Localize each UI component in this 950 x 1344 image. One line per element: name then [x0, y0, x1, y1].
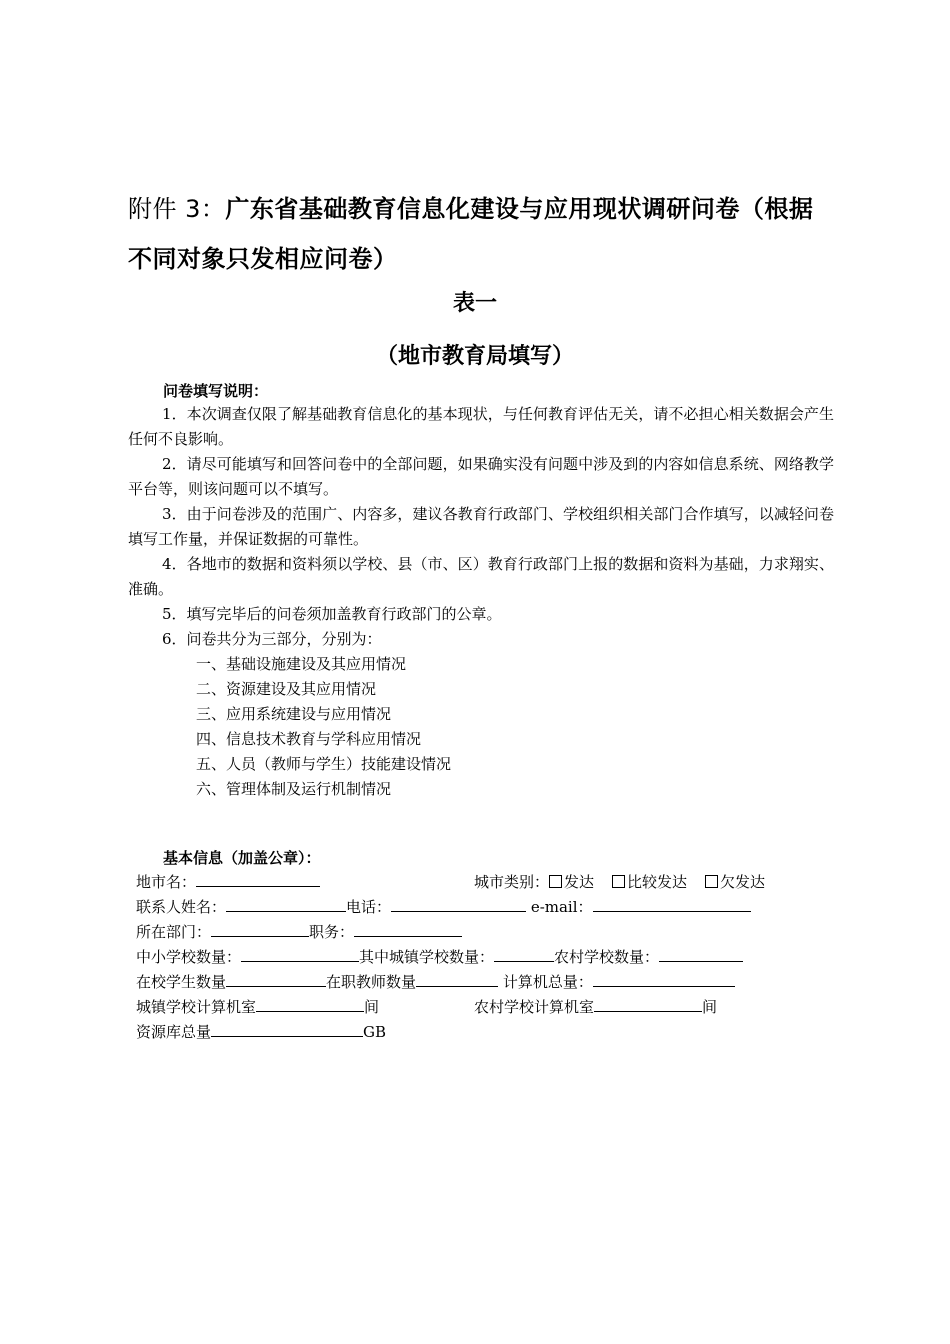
table-subtitle: （地市教育局填写） — [375, 344, 574, 369]
instruction-item: 6．问卷共分为三部分，分别为： — [162, 630, 382, 648]
department-label: 所在部门： — [136, 923, 212, 941]
city-name-field[interactable] — [196, 870, 320, 887]
basic-info-heading: 基本信息（加盖公章）： — [163, 849, 321, 867]
form-row-department — [136, 920, 836, 945]
email-field[interactable] — [593, 895, 751, 912]
checkbox-icon[interactable] — [549, 875, 562, 888]
phone-label: 电话： — [346, 898, 392, 916]
email-label: e-mail： — [530, 898, 593, 916]
document-title — [128, 184, 834, 284]
survey-title: 广东省基础教育信息化建设与应用现状调研问卷（根据不同对象只发相应问卷） — [128, 195, 814, 273]
instruction-item: 1．本次调查仅限了解基础教育信息化的基本现状，与任何教育评估无关，请不必担心相关数据会产生任何不良影响。 — [128, 405, 834, 448]
checkbox-icon[interactable] — [705, 875, 718, 888]
basic-info-form — [136, 870, 836, 1045]
form-row-schools — [136, 945, 836, 970]
city-type-option-underdeveloped[interactable] — [705, 873, 765, 891]
form-row-labs — [136, 995, 836, 1020]
city-type-label: 城市类别： — [474, 873, 550, 891]
phone-field[interactable] — [391, 895, 526, 912]
option-label: 欠发达 — [720, 873, 766, 891]
survey-part: 一、基础设施建设及其应用情况 — [196, 655, 407, 673]
contact-name-field[interactable] — [226, 895, 346, 912]
school-count-label: 中小学校数量： — [136, 948, 242, 966]
computers-field[interactable] — [593, 970, 735, 987]
resource-label: 资源库总量 — [136, 1023, 212, 1041]
city-type-option-relatively-developed[interactable] — [612, 873, 687, 891]
rural-school-label: 农村学校数量： — [554, 948, 660, 966]
form-row-city — [136, 870, 836, 895]
teachers-field[interactable] — [416, 970, 498, 987]
option-label: 发达 — [564, 873, 595, 891]
teachers-label: 在职教师数量 — [326, 973, 417, 991]
contact-name-label: 联系人姓名： — [136, 898, 227, 916]
rural-lab-unit: 间 — [702, 998, 718, 1016]
instructions-heading: 问卷填写说明： — [163, 382, 269, 400]
city-type-group — [474, 870, 765, 895]
resource-field[interactable] — [211, 1020, 363, 1037]
table-title: 表一 — [452, 291, 497, 316]
urban-school-field[interactable] — [494, 945, 554, 962]
checkbox-icon[interactable] — [612, 875, 625, 888]
survey-part: 二、资源建设及其应用情况 — [196, 680, 377, 698]
instruction-item: 3．由于问卷涉及的范围广、内容多，建议各教育行政部门、学校组织相关部门合作填写，以减轻问卷填写工作量，并保证数据的可靠性。 — [128, 505, 834, 548]
urban-lab-label: 城镇学校计算机室 — [136, 998, 257, 1016]
urban-lab-unit: 间 — [364, 998, 380, 1016]
instruction-item: 4．各地市的数据和资料须以学校、县（市、区）教育行政部门上报的数据和资料为基础，力求翔实、准确。 — [128, 555, 834, 598]
resource-unit: GB — [363, 1023, 387, 1041]
attachment-prefix: 附件 3： — [128, 195, 226, 223]
urban-lab-field[interactable] — [256, 995, 364, 1012]
students-field[interactable] — [226, 970, 326, 987]
rural-lab-group — [474, 995, 717, 1020]
option-label: 比较发达 — [627, 873, 688, 891]
instruction-item: 5．填写完毕后的问卷须加盖教育行政部门的公章。 — [162, 605, 502, 623]
position-label: 职务： — [309, 923, 355, 941]
department-field[interactable] — [211, 920, 309, 937]
position-field[interactable] — [354, 920, 462, 937]
rural-school-field[interactable] — [659, 945, 743, 962]
survey-part: 四、信息技术教育与学科应用情况 — [196, 730, 422, 748]
form-row-resources — [136, 1020, 836, 1045]
school-count-field[interactable] — [241, 945, 359, 962]
rural-lab-field[interactable] — [594, 995, 702, 1012]
urban-school-label: 其中城镇学校数量： — [359, 948, 495, 966]
students-label: 在校学生数量 — [136, 973, 227, 991]
city-type-option-developed[interactable] — [549, 873, 594, 891]
rural-lab-label: 农村学校计算机室 — [474, 998, 595, 1016]
instruction-item: 2．请尽可能填写和回答问卷中的全部问题，如果确实没有问题中涉及到的内容如信息系统、网络教学平台等，则该问题可以不填写。 — [128, 455, 834, 498]
survey-part: 三、应用系统建设与应用情况 — [196, 705, 392, 723]
survey-parts-list — [196, 652, 451, 802]
computers-label: 计算机总量： — [502, 973, 593, 991]
form-row-contact — [136, 895, 836, 920]
survey-part: 六、管理体制及运行机制情况 — [196, 780, 392, 798]
city-name-label: 地市名： — [136, 873, 197, 891]
form-row-people — [136, 970, 836, 995]
survey-part: 五、人员（教师与学生）技能建设情况 — [196, 755, 452, 773]
